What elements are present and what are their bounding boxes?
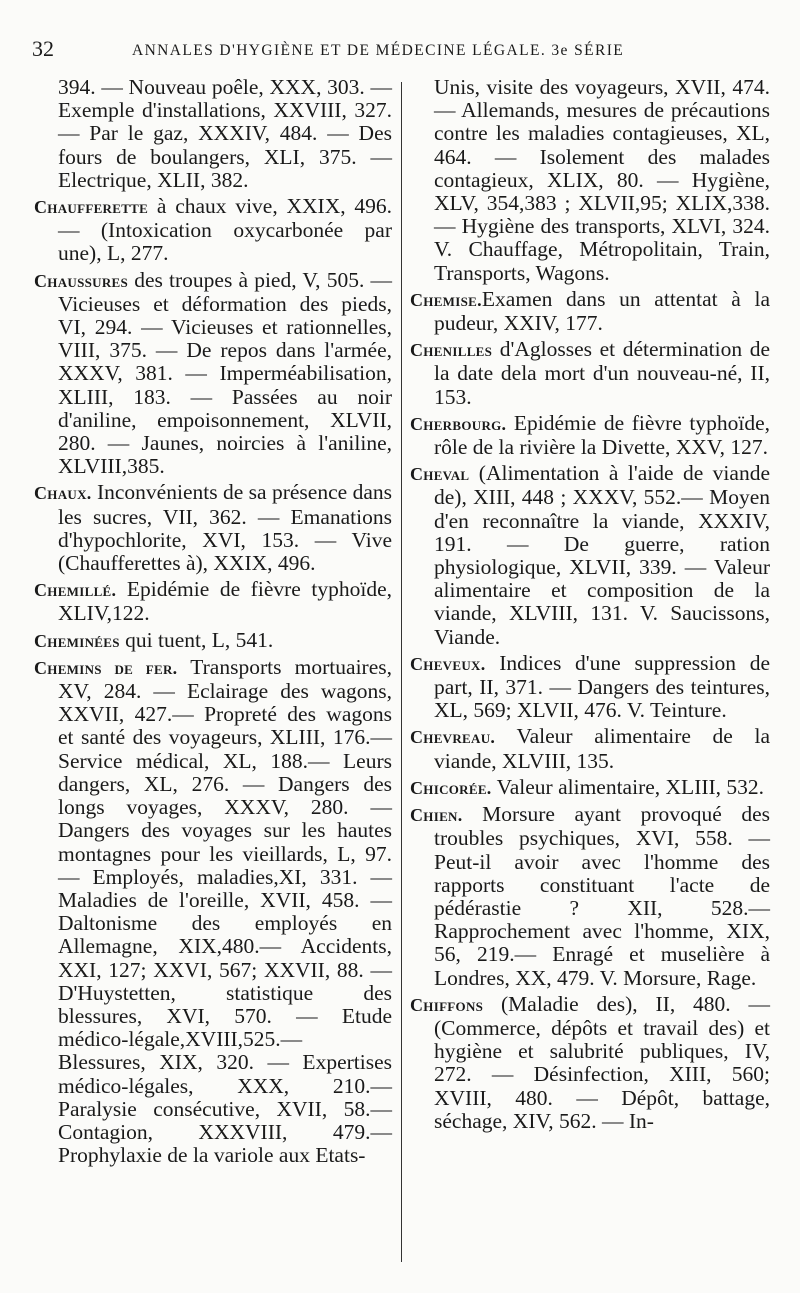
index-entry bbox=[410, 288, 770, 335]
entry-headword: Chemins de fer. bbox=[34, 657, 178, 678]
entry-text: (Maladie des), II, 480. — (Commerce, dépôts et travail des) et hygiène et salubrité publiques, IV, 272. — Désinfection, XIII, 560; XVIII, 480. — Dépôt, battage, séchage, XIV, 562. — In- bbox=[434, 991, 770, 1133]
entry-text: qui tuent, L, 541. bbox=[119, 627, 274, 652]
entry-headword: Cheval bbox=[410, 464, 470, 485]
entry-text: Indices d'une suppression de part, II, 371. — Dangers des teintures, XL, 569; XLVII, 476. V. Teinture. bbox=[434, 650, 770, 723]
index-entry bbox=[34, 481, 392, 575]
entry-headword: Cherbourg. bbox=[410, 413, 507, 434]
entry-text: d'Aglosses et détermination de la date dela mort d'un nouveau-né, II, 153. bbox=[434, 337, 770, 409]
left-column bbox=[34, 76, 392, 1170]
entry-text: Morsure ayant provoqué des troubles psychiques, XVI, 558. — Peut-il avoir avec l'homme des rapports constituant l'acte de pédérastie ? XII, 528.— Rapprochement avec l'homme, XIX, 56, 219.— Enragé et muselière à Londres, XX, 479. V. Morsure, Rage. bbox=[434, 802, 770, 990]
index-entry bbox=[410, 803, 770, 990]
index-entry-continuation bbox=[34, 76, 392, 192]
entry-headword: Chaufferette bbox=[34, 197, 149, 218]
page-header bbox=[32, 36, 760, 66]
entry-headword: Chevreau. bbox=[410, 727, 496, 748]
entry-headword: Cheminées bbox=[34, 630, 120, 651]
entry-headword: Chicorée. bbox=[410, 777, 492, 798]
entry-headword: Chien. bbox=[410, 805, 463, 826]
index-entry bbox=[410, 776, 770, 800]
index-entry bbox=[410, 462, 770, 649]
entry-text: Epidémie de fièvre typhoïde, rôle de la rivière la Divette, XXV, 127. bbox=[434, 410, 770, 460]
entry-text: Epidémie de fièvre typhoïde, XLIV,122. bbox=[58, 577, 392, 626]
entry-headword: Chenilles bbox=[410, 340, 493, 361]
entry-text: Unis, visite des voyageurs, XVII, 474. — Allemands, mesures de précautions contre les maladies contagieuses, XL, 464. — Isolement des malades contagieux, XLIX, 80. — Hygiène, XLV, 354,383 ; XLVII,95; XLIX,338.— Hygiène des transports, XLVI, 324. V. Chauffage, Métropolitain, Train, Transports, Wagons. bbox=[434, 75, 770, 285]
entry-text: à chaux vive, XXIX, 496. — (Intoxication oxycarbonée par une), L, 277. bbox=[58, 194, 392, 266]
entry-text: Valeur alimentaire, XLIII, 532. bbox=[491, 774, 765, 799]
entry-text: (Alimentation à l'aide de viande de), XIII, 448 ; XXXV, 552.— Moyen d'en reconnaître la viande, XXXIV, 191. — De guerre, ration physiologique, XLVII, 339. — Valeur alimentaire et composition de la viande, XLVIII, 131. V. Saucissons, Viande. bbox=[434, 461, 770, 649]
entry-headword: Chemise. bbox=[410, 289, 482, 310]
index-entry-continuation bbox=[410, 76, 770, 285]
entry-headword: Chemillé. bbox=[34, 580, 117, 601]
index-entry bbox=[410, 993, 770, 1133]
index-entry bbox=[34, 269, 392, 479]
right-column bbox=[410, 76, 770, 1136]
running-head: ANNALES D'HYGIÈNE ET DE MÉDECINE LÉGALE. 3e SÉRIE bbox=[132, 42, 625, 59]
entry-text: des troupes à pied, V, 505. — Vicieuses et déformation des pieds, VI, 294. — Vicieuses et rationnelles, VIII, 375. — De repos dans l'armée, XXXV, 381. — Imperméabilisation, XLIII, 183. — Passées au noir d'aniline, empoisonnement, XLVII, 280. — Jaunes, noircies à l'aniline, XLVIII,385. bbox=[58, 267, 392, 479]
entry-text: Valeur alimentaire de la viande, XLVIII, 135. bbox=[434, 724, 770, 773]
index-entry bbox=[410, 338, 770, 409]
index-entry bbox=[410, 412, 770, 459]
entry-headword: Chiffons bbox=[410, 994, 484, 1015]
entry-headword: Cheveux. bbox=[410, 653, 486, 674]
entry-headword: Chaux. bbox=[34, 483, 92, 504]
entry-text: Examen dans un attentat à la pudeur, XXIV, 177. bbox=[434, 286, 770, 336]
column-divider bbox=[401, 82, 402, 1262]
index-entry bbox=[34, 195, 392, 266]
entry-headword: Chaussures bbox=[34, 270, 129, 291]
index-entry bbox=[34, 656, 392, 1167]
index-entry bbox=[410, 652, 770, 723]
entry-text: Transports mortuaires, XV, 284. — Eclairage des wagons, XXVII, 427.— Propreté des wagons et santé des voyageurs, XLIII, 176.—Service médical, XL, 188.— Leurs dangers, XL, 276. — Dangers des longs voyages, XXXV, 280. — Dangers des voyages sur les hautes montagnes pour les vieillards, L, 97. — Employés, maladies,XI, 331. —Maladies de l'oreille, XVII, 458. — Daltonisme des employés en Allemagne, XIX,480.— Accidents, XXI, 127; XXVI, 567; XXVII, 88. — D'Huystetten, statistique des blessures, XVI, 570. — Etude médico-légale,XVIII,525.— Blessures, XIX, 320. — Expertises médico-légales, XXX, 210.—Paralysie consécutive, XVII, 58.— Contagion, XXXVIII, 479.—Prophylaxie de la variole aux Etats- bbox=[58, 654, 392, 1168]
index-entry bbox=[410, 725, 770, 772]
page-number: 32 bbox=[32, 36, 54, 61]
entry-text: 394. — Nouveau poêle, XXX, 303. — Exemple d'installations, XXVIII, 327. — Par le gaz, XXXIV, 484. — Des fours de boulangers, XLI, 375. — Electrique, XLII, 382. bbox=[58, 75, 392, 192]
entry-text: Inconvénients de sa présence dans les sucres, VII, 362. — Emanations d'hypochlorite, XVI, 153. — Vive (Chaufferettes à), XXIX, 496. bbox=[58, 480, 392, 576]
index-entry bbox=[34, 629, 392, 653]
index-entry bbox=[34, 578, 392, 625]
